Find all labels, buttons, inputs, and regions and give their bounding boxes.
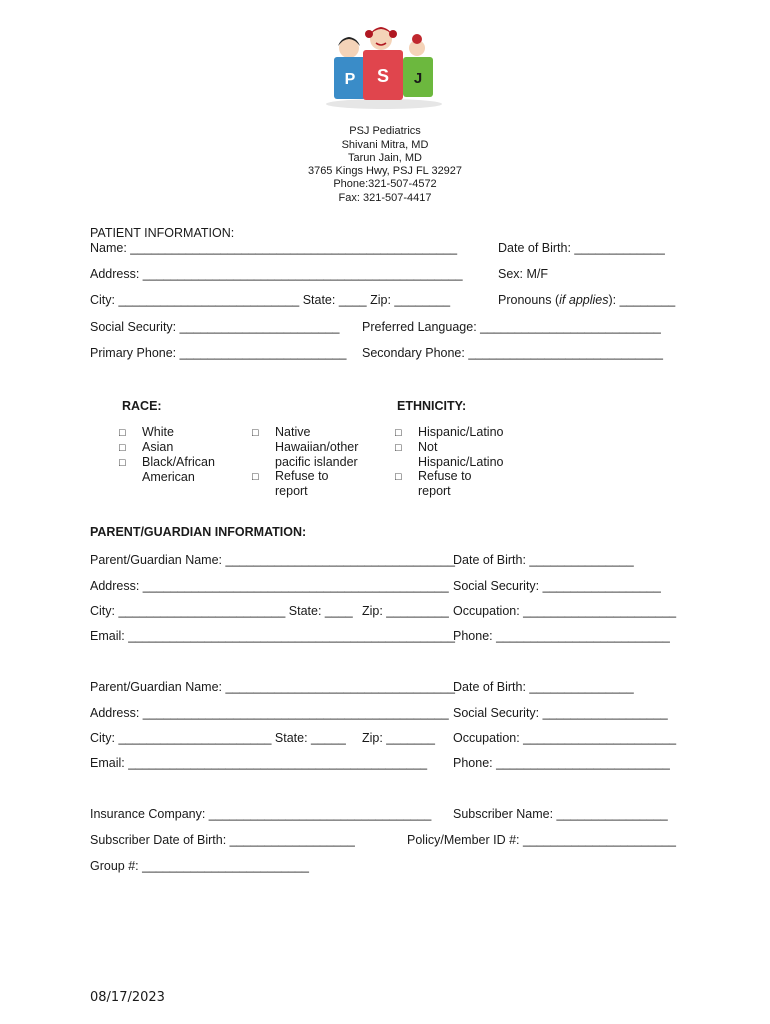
- checkbox-race-black[interactable]: □: [119, 457, 126, 469]
- patient-dob-field[interactable]: Date of Birth: _____________: [498, 241, 665, 255]
- guardian2-phone-field[interactable]: Phone: _________________________: [453, 756, 670, 770]
- checkbox-race-refuse[interactable]: □: [252, 471, 259, 483]
- ethnicity-option-refuse: Refuse to report: [418, 469, 472, 498]
- guardian2-zip-field[interactable]: Zip: _______: [362, 731, 435, 745]
- checkbox-ethnicity-refuse[interactable]: □: [395, 471, 402, 483]
- guardian2-occupation-field[interactable]: Occupation: ______________________: [453, 731, 677, 745]
- checkbox-race-asian[interactable]: □: [119, 442, 126, 454]
- guardian1-occupation-field[interactable]: Occupation: ______________________: [453, 604, 677, 618]
- patient-ssn-field[interactable]: Social Security: _______________________: [90, 320, 340, 334]
- guardian1-dob-field[interactable]: Date of Birth: _______________: [453, 553, 634, 567]
- doctor-2: Tarun Jain, MD: [348, 152, 422, 164]
- logo-letter-s: S: [376, 66, 390, 86]
- race-option-black: Black/African American: [142, 455, 215, 484]
- ethnicity-option-hispanic: Hispanic/Latino: [418, 425, 504, 439]
- guardian1-name-field[interactable]: Parent/Guardian Name: _________________________________: [90, 553, 455, 567]
- patient-heading: PATIENT INFORMATION:: [90, 226, 235, 240]
- guardian2-dob-field[interactable]: Date of Birth: _______________: [453, 680, 634, 694]
- guardian1-address-field[interactable]: Address: ____________________________________________: [90, 579, 449, 593]
- doctor-1: Shivani Mitra, MD: [341, 139, 429, 151]
- checkbox-race-white[interactable]: □: [119, 427, 126, 439]
- logo-letter-j: J: [413, 70, 423, 87]
- practice-address: 3765 Kings Hwy, PSJ FL 32927: [307, 165, 463, 177]
- insurance-company-field[interactable]: Insurance Company: ________________________________: [90, 807, 432, 821]
- primary-phone-field[interactable]: Primary Phone: ________________________: [90, 346, 347, 360]
- race-option-refuse: Refuse to report: [275, 469, 329, 498]
- pronouns-label: Pronouns (: [498, 293, 560, 307]
- psj-logo: [319, 22, 449, 110]
- patient-name-field[interactable]: Name: _______________________________________________: [90, 241, 458, 255]
- guardian1-ssn-field[interactable]: Social Security: _________________: [453, 579, 661, 593]
- form-revision-date: 08/17/2023: [90, 990, 165, 1005]
- race-option-asian: Asian: [142, 440, 174, 454]
- secondary-phone-field[interactable]: Secondary Phone: ____________________________: [362, 346, 663, 360]
- guardian1-zip-field[interactable]: Zip: _________: [362, 604, 449, 618]
- practice-phone: Phone:321-507-4572: [333, 178, 437, 190]
- checkbox-race-native-hawaiian[interactable]: □: [252, 427, 259, 439]
- guardian2-address-field[interactable]: Address: ____________________________________________: [90, 706, 449, 720]
- patient-city-field[interactable]: City: __________________________ State: ____ Zip: ________: [90, 293, 451, 307]
- pronouns-blank: ): ________: [608, 293, 676, 307]
- policy-member-id-field[interactable]: Policy/Member ID #: ______________________: [407, 833, 676, 847]
- group-number-field[interactable]: Group #: ________________________: [90, 859, 309, 873]
- guardian2-name-field[interactable]: Parent/Guardian Name: _________________________________: [90, 680, 455, 694]
- pronouns-note: if applies: [559, 293, 609, 307]
- logo-letter-p: P: [344, 71, 356, 88]
- practice-fax: Fax: 321-507-4417: [338, 192, 432, 204]
- preferred-language-field[interactable]: Preferred Language: __________________________: [362, 320, 661, 334]
- subscriber-name-field[interactable]: Subscriber Name: ________________: [453, 807, 668, 821]
- guardian1-email-field[interactable]: Email: _______________________________________________: [90, 629, 455, 643]
- practice-name: PSJ Pediatrics: [349, 125, 421, 137]
- ethnicity-option-not-hispanic: Not Hispanic/Latino: [418, 440, 504, 469]
- patient-sex-field[interactable]: Sex: M/F: [498, 267, 549, 281]
- guardian1-phone-field[interactable]: Phone: _________________________: [453, 629, 670, 643]
- patient-address-field[interactable]: Address: ______________________________________________: [90, 267, 463, 281]
- race-option-native-hawaiian: Native Hawaiian/other pacific islander: [275, 425, 359, 469]
- guardian2-email-field[interactable]: Email: ___________________________________________: [90, 756, 428, 770]
- guardian2-city-field[interactable]: City: ______________________ State: _____: [90, 731, 346, 745]
- guardian2-ssn-field[interactable]: Social Security: __________________: [453, 706, 668, 720]
- subscriber-dob-field[interactable]: Subscriber Date of Birth: __________________: [90, 833, 355, 847]
- patient-pronouns-field[interactable]: [498, 293, 675, 307]
- ethnicity-heading: ETHNICITY:: [397, 399, 467, 413]
- guardian1-city-field[interactable]: City: ________________________ State: ____: [90, 604, 353, 618]
- race-heading: RACE:: [122, 399, 162, 413]
- checkbox-ethnicity-not-hispanic[interactable]: □: [395, 442, 402, 454]
- race-option-white: White: [142, 425, 174, 439]
- guardian-heading: PARENT/GUARDIAN INFORMATION:: [90, 525, 307, 539]
- checkbox-ethnicity-hispanic[interactable]: □: [395, 427, 402, 439]
